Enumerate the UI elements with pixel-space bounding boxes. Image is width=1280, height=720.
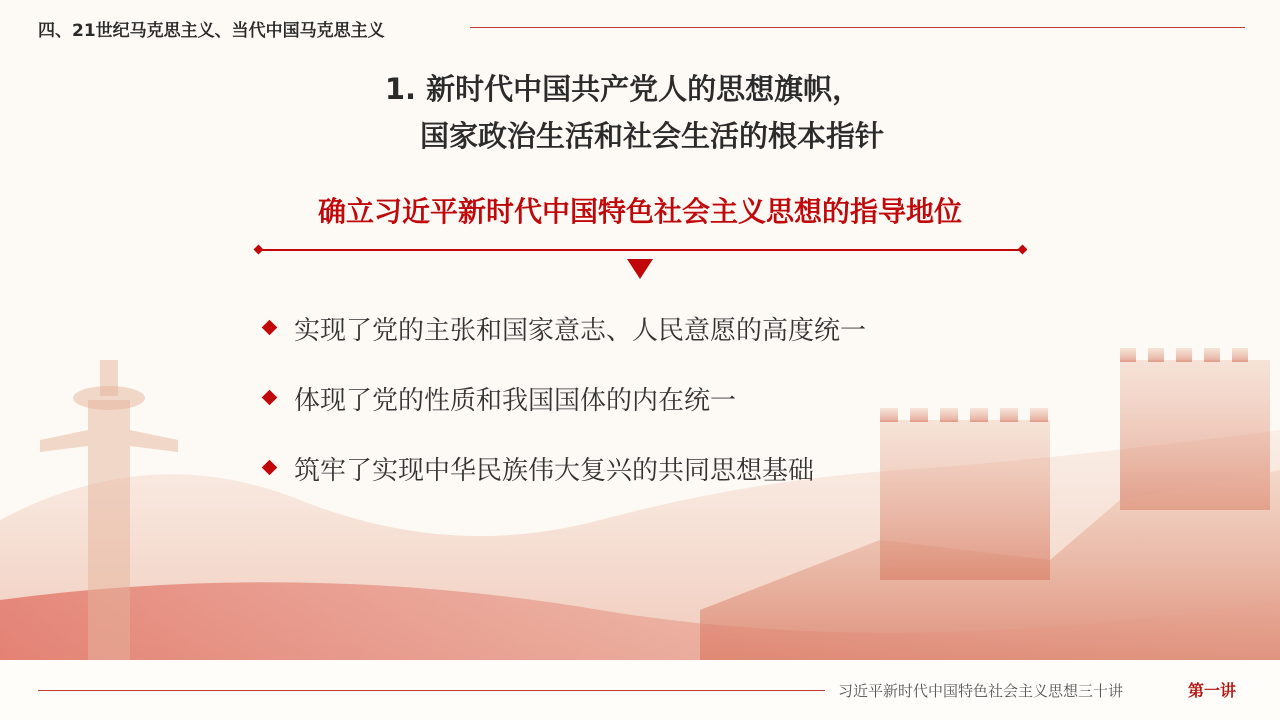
list-item-text: 实现了党的主张和国家意志、人民意愿的高度统一 [294,316,867,346]
list-item-text: 体现了党的性质和我国国体的内在统一 [294,386,737,416]
subtitle-divider [258,249,1023,251]
header-rule [470,27,1245,28]
subtitle: 确立习近平新时代中国特色社会主义思想的指导地位 [317,195,962,228]
page-title [0,66,1280,160]
footer-rule [38,690,825,691]
page-title-line2: 国家政治生活和社会生活的根本指针 [419,119,884,153]
page-title-line1: 1. 新时代中国共产党人的思想旗帜， [384,72,862,106]
down-arrow-icon [627,259,653,279]
section-title: 四、21世纪马克思主义、当代中国马克思主义 [38,21,385,41]
lecture-number: 第一讲 [1188,681,1237,700]
list-item-text: 筑牢了实现中华民族伟大复兴的共同思想基础 [294,456,815,486]
series-title: 习近平新时代中国特色社会主义思想三十讲 [838,682,1124,700]
